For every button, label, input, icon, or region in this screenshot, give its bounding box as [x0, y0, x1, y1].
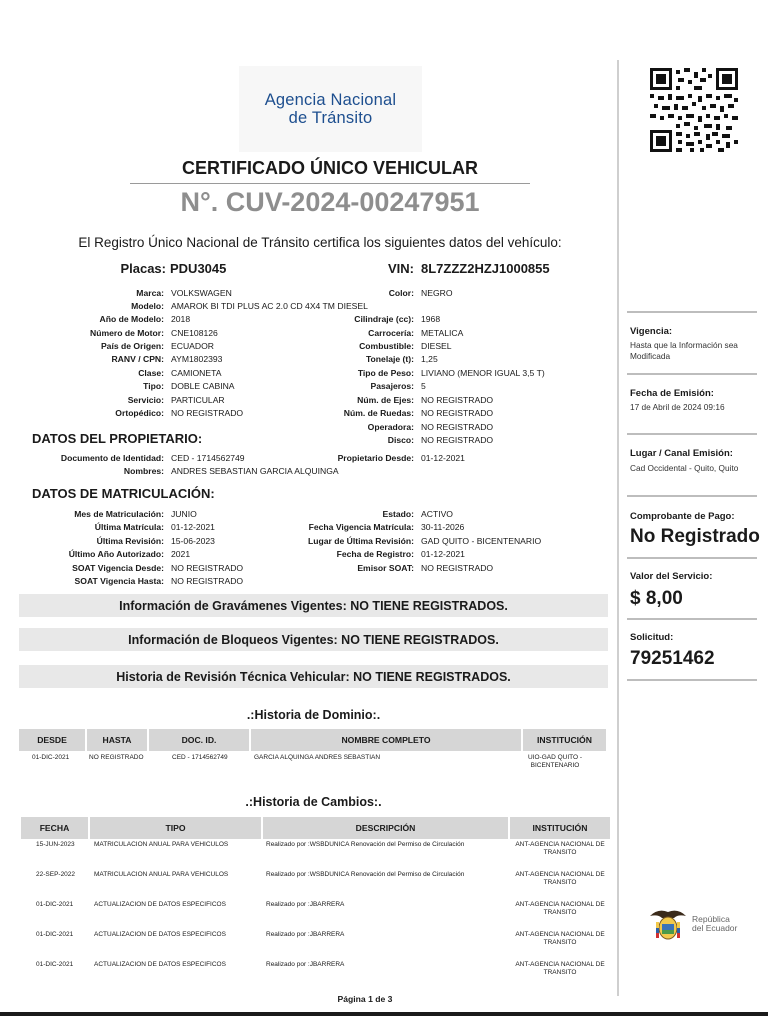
title-divider: [130, 183, 530, 184]
cell-doc: CED - 1714562749: [172, 754, 228, 761]
field-value: NO REGISTRADO: [171, 563, 244, 573]
field-label: Emisor SOAT:: [357, 563, 414, 573]
cell-institucion: ANT-AGENCIA NACIONAL DE: [515, 901, 605, 908]
field-value: CAMIONETA: [171, 368, 222, 378]
field-label: Lugar de Última Revisión:: [307, 536, 414, 546]
cell-descripcion: Realizado por :WSBDUNICA Renovación del Permiso de Circulación: [266, 871, 465, 878]
column-header: DOC. ID.: [149, 729, 249, 751]
field-label: Estado:: [382, 509, 414, 519]
cell-descripcion: Realizado por :JBARRERA: [266, 961, 345, 968]
field-label: SOAT Vigencia Desde:: [72, 563, 164, 573]
dominio-table-header: [19, 729, 606, 751]
technical-review-band: Historia de Revisión Técnica Vehicular: NO TIENE REGISTRADOS.: [19, 665, 608, 688]
owner-since-label: Propietario Desde:: [337, 453, 414, 463]
owner-heading: DATOS DEL PROPIETARIO:: [32, 431, 203, 446]
owner-doc-label: Documento de Identidad:: [60, 453, 164, 463]
cell-hasta: NO REGISTRADO: [89, 754, 144, 761]
column-header: INSTITUCIÓN: [523, 729, 606, 751]
field-label: Disco:: [387, 435, 414, 445]
owner-names-value: ANDRES SEBASTIAN GARCIA ALQUINGA: [171, 466, 339, 476]
field-label: Mes de Matriculación:: [74, 509, 164, 519]
republica-line2: del Ecuador: [692, 923, 738, 933]
owner-since-value: 01-12-2021: [421, 453, 465, 463]
side-divider-line: [627, 618, 757, 620]
placas-label: Placas:: [120, 261, 166, 276]
vigencia-label: Vigencia:: [630, 326, 673, 337]
cell-fecha: 01-DIC-2021: [36, 901, 74, 908]
dominio-title: .:Historia de Dominio:.: [246, 708, 381, 722]
cell-desde: 01-DIC-2021: [32, 754, 70, 761]
side-divider-line: [627, 495, 757, 497]
field-value: METALICA: [421, 328, 464, 338]
certificate-number: N°. CUV-2024-00247951: [180, 187, 480, 217]
field-label: Última Revisión:: [96, 536, 164, 546]
field-value: NO REGISTRADO: [421, 395, 494, 405]
field-label: Color:: [388, 288, 414, 298]
blocks-band: Información de Bloqueos Vigentes: NO TIENE REGISTRADOS.: [19, 628, 608, 651]
field-label: RANV / CPN:: [111, 354, 164, 364]
field-value: NO REGISTRADO: [171, 408, 244, 418]
field-value: 2021: [171, 549, 191, 559]
field-value: 1968: [421, 314, 441, 324]
field-label: Último Año Autorizado:: [68, 549, 164, 559]
field-value: DOBLE CABINA: [171, 381, 235, 391]
owner-doc-value: CED - 1714562749: [171, 453, 245, 463]
side-divider-line: [627, 557, 757, 559]
side-divider-line: [627, 433, 757, 435]
field-value: AYM1802393: [171, 354, 223, 364]
side-divider: [617, 60, 619, 996]
cell-tipo: MATRICULACION ANUAL PARA VEHICULOS: [94, 841, 229, 848]
cell-institucion: TRANSITO: [543, 879, 577, 886]
field-label: Tipo de Peso:: [357, 368, 414, 378]
cell-descripcion: Realizado por :JBARRERA: [266, 901, 345, 908]
field-label: Año de Modelo:: [99, 314, 164, 324]
field-label: Combustible:: [359, 341, 414, 351]
agency-logo-line1: Agencia Nacional: [264, 91, 397, 109]
lugar-value: Cad Occidental - Quito, Quito: [630, 463, 739, 473]
valor-value: $ 8,00: [630, 588, 683, 609]
field-value: ECUADOR: [171, 341, 214, 351]
field-label: Fecha Vigencia Matrícula:: [308, 522, 414, 532]
cambios-title: .:Historia de Cambios:.: [245, 795, 382, 809]
cell-institucion: ANT-AGENCIA NACIONAL DE: [515, 961, 605, 968]
field-value: 01-12-2021: [421, 549, 465, 559]
field-value: 2018: [171, 314, 191, 324]
field-label: Núm. de Ruedas:: [343, 408, 414, 418]
field-label: Número de Motor:: [90, 328, 164, 338]
field-value: 1,25: [421, 354, 438, 364]
column-header: TIPO: [90, 817, 261, 839]
lugar-label: Lugar / Canal Emisión:: [630, 448, 733, 459]
cell-institucion: TRANSITO: [543, 969, 577, 976]
vigencia-value-line2: Modificada: [630, 351, 671, 361]
cell-institucion: ANT-AGENCIA NACIONAL DE: [515, 871, 605, 878]
field-value: NO REGISTRADO: [421, 408, 494, 418]
cell-fecha: 01-DIC-2021: [36, 931, 74, 938]
page-number: Página 1 de 3: [337, 994, 393, 1004]
vin-label: VIN:: [388, 261, 414, 276]
republica-logo: [648, 902, 758, 946]
cell-fecha: 01-DIC-2021: [36, 961, 74, 968]
column-header: INSTITUCIÓN: [510, 817, 610, 839]
cell-institucion: UIO-GAD QUITO -: [527, 754, 583, 761]
field-value: NO REGISTRADO: [421, 435, 494, 445]
cell-fecha: 22-SEP-2022: [36, 871, 76, 878]
cell-institucion: ANT-AGENCIA NACIONAL DE: [515, 841, 605, 848]
cell-tipo: ACTUALIZACION DE DATOS ESPECIFICOS: [94, 931, 226, 938]
field-label: SOAT Vigencia Hasta:: [74, 576, 164, 586]
cell-institucion: TRANSITO: [543, 849, 577, 856]
field-value: 30-11-2026: [421, 522, 465, 532]
owner-names-label: Nombres:: [123, 466, 164, 476]
field-value: AMAROK BI TDI PLUS AC 2.0 CD 4X4 TM DIESEL: [171, 301, 368, 311]
field-label: Servicio:: [127, 395, 164, 405]
solicitud-label: Solicitud:: [630, 632, 674, 643]
field-label: País de Origen:: [100, 341, 164, 351]
column-header: FECHA: [21, 817, 88, 839]
field-value: 01-12-2021: [171, 522, 215, 532]
cell-descripcion: Realizado por :WSBDUNICA Renovación del Permiso de Circulación: [266, 841, 465, 848]
cambios-table-header: [21, 817, 610, 839]
cell-fecha: 15-JUN-2023: [36, 841, 75, 848]
cell-tipo: ACTUALIZACION DE DATOS ESPECIFICOS: [94, 901, 226, 908]
field-value: NO REGISTRADO: [421, 422, 494, 432]
emision-value: 17 de Abril de 2024 09:16: [630, 402, 725, 412]
field-value: NEGRO: [421, 288, 453, 298]
column-header: DESDE: [19, 729, 85, 751]
field-label: Última Matrícula:: [94, 522, 164, 532]
certificate-title: CERTIFICADO ÚNICO VEHICULAR: [182, 158, 478, 178]
field-label: Pasajeros:: [370, 381, 414, 391]
vigencia-value-line1: Hasta que la Información sea: [630, 340, 738, 350]
field-label: Ortopédico:: [115, 408, 164, 418]
intro-text: El Registro Único Nacional de Tránsito certifica los siguientes datos del vehículo:: [78, 235, 562, 250]
cell-tipo: ACTUALIZACION DE DATOS ESPECIFICOS: [94, 961, 226, 968]
agency-logo-line2: de Tránsito: [288, 109, 373, 127]
cell-institucion: TRANSITO: [543, 939, 577, 946]
liens-band: Información de Gravámenes Vigentes: NO TIENE REGISTRADOS.: [19, 594, 608, 617]
field-label: Carrocería:: [368, 328, 414, 338]
field-label: Operadora:: [367, 422, 414, 432]
placas-value: PDU3045: [170, 261, 227, 276]
field-label: Tipo:: [143, 381, 164, 391]
column-header: HASTA: [87, 729, 147, 751]
field-value: 15-06-2023: [171, 536, 215, 546]
field-label: Núm. de Ejes:: [357, 395, 414, 405]
pago-label: Comprobante de Pago:: [630, 511, 735, 522]
field-value: CNE108126: [171, 328, 218, 338]
side-divider-line: [627, 311, 757, 313]
pago-value: No Registrado: [630, 526, 760, 547]
cell-institucion: TRANSITO: [543, 909, 577, 916]
vin-value: 8L7ZZZ2HZJ1000855: [421, 261, 550, 276]
field-label: Marca:: [136, 288, 164, 298]
field-value: NO REGISTRADO: [171, 576, 244, 586]
field-value: DIESEL: [421, 341, 452, 351]
registration-heading: DATOS DE MATRICULACIÓN:: [32, 486, 215, 501]
field-value: VOLKSWAGEN: [171, 288, 232, 298]
field-value: PARTICULAR: [171, 395, 225, 405]
column-header: NOMBRE COMPLETO: [251, 729, 521, 751]
solicitud-value: 79251462: [630, 648, 715, 669]
cell-institucion: ANT-AGENCIA NACIONAL DE: [515, 931, 605, 938]
column-header: DESCRIPCIÓN: [263, 817, 508, 839]
field-value: NO REGISTRADO: [421, 563, 494, 573]
field-label: Tonelaje (t):: [365, 354, 414, 364]
field-value: LIVIANO (MENOR IGUAL 3,5 T): [421, 368, 545, 378]
field-value: ACTIVO: [421, 509, 453, 519]
field-value: JUNIO: [171, 509, 197, 519]
side-divider-line: [627, 373, 757, 375]
field-label: Modelo:: [131, 301, 164, 311]
field-label: Fecha de Registro:: [336, 549, 414, 559]
republica-line1: República: [692, 914, 730, 924]
valor-label: Valor del Servicio:: [630, 571, 713, 582]
coat-of-arms-icon: [648, 904, 688, 944]
field-label: Cilindraje (cc):: [354, 314, 414, 324]
emision-label: Fecha de Emisión:: [630, 388, 714, 399]
field-value: GAD QUITO - BICENTENARIO: [421, 536, 542, 546]
side-divider-line: [627, 679, 757, 681]
qr-code-icon: [650, 68, 738, 152]
field-value: 5: [421, 381, 426, 391]
cell-tipo: MATRICULACION ANUAL PARA VEHICULOS: [94, 871, 229, 878]
cell-nombre: GARCIA ALQUINGA ANDRES SEBASTIAN: [254, 754, 381, 761]
cell-institucion: BICENTENARIO: [530, 762, 580, 769]
agency-logo: [239, 66, 422, 152]
bottom-border: [0, 1012, 768, 1016]
field-label: Clase:: [138, 368, 164, 378]
cell-descripcion: Realizado por :JBARRERA: [266, 931, 345, 938]
